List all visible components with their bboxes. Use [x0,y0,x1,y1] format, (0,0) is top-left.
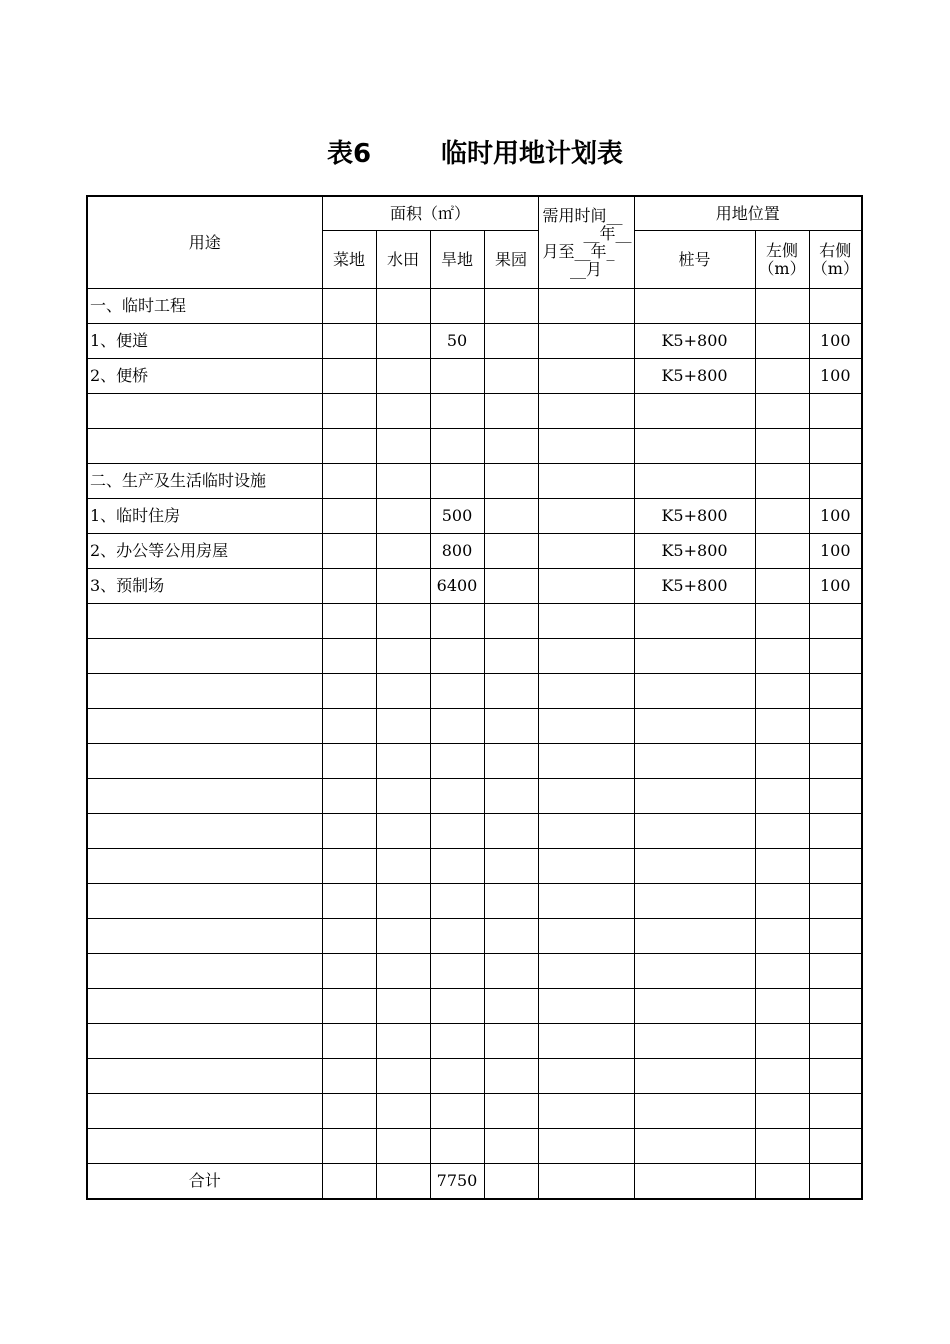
required-time-cell [538,1129,634,1164]
purpose-cell [87,709,322,744]
required-time-cell [538,464,634,499]
station-cell [634,849,755,884]
table-row [87,989,862,1024]
right-side-unit: （m） [811,258,859,278]
location-group-header: 用地位置 [634,196,862,231]
table-row [87,464,862,499]
total-required-time [538,1164,634,1200]
purpose-cell [87,604,322,639]
dry-land-cell [430,464,484,499]
paddy-field-cell [376,1129,430,1164]
required-time-cell [538,849,634,884]
right-side-cell [809,674,862,709]
purpose-cell [87,1129,322,1164]
total-vegetable-land [322,1164,376,1200]
orchard-cell [484,1024,538,1059]
right-side-cell: 100 [809,359,862,394]
right-side-cell [809,394,862,429]
station-cell [634,639,755,674]
purpose-cell [87,744,322,779]
left-side-cell [755,1129,809,1164]
station-cell [634,604,755,639]
station-cell [634,674,755,709]
right-side-cell [809,604,862,639]
right-side-cell [809,989,862,1024]
station-cell: K5+800 [634,324,755,359]
left-side-cell [755,744,809,779]
total-dry-land: 7750 [430,1164,484,1200]
dry-land-cell [430,639,484,674]
purpose-cell [87,989,322,1024]
paddy-field-cell [376,289,430,324]
vegetable-land-cell [322,359,376,394]
orchard-cell [484,394,538,429]
purpose-cell: 2、便桥 [87,359,322,394]
right-side-cell [809,779,862,814]
dry-land-cell: 500 [430,499,484,534]
right-side-cell [809,849,862,884]
required-time-cell [538,1059,634,1094]
station-cell [634,1094,755,1129]
paddy-field-cell [376,1094,430,1129]
station-cell [634,744,755,779]
required-time-cell [538,429,634,464]
orchard-cell [484,324,538,359]
right-side-cell: 100 [809,569,862,604]
table-row [87,289,862,324]
dry-land-cell [430,394,484,429]
dry-land-cell [430,674,484,709]
left-side-cell [755,289,809,324]
station-cell [634,464,755,499]
left-side-cell [755,919,809,954]
required-time-cell [538,709,634,744]
table-row [87,1024,862,1059]
right-side-cell [809,884,862,919]
total-orchard [484,1164,538,1200]
table-row [87,639,862,674]
required-time-cell [538,779,634,814]
vegetable-land-cell [322,1129,376,1164]
dry-land-cell [430,954,484,989]
orchard-cell [484,954,538,989]
purpose-cell [87,1024,322,1059]
required-time-cell [538,324,634,359]
left-side-cell [755,849,809,884]
station-cell [634,814,755,849]
left-side-cell [755,324,809,359]
left-side-label: 左侧 [766,240,799,260]
table-row [87,604,862,639]
dry-land-cell [430,289,484,324]
purpose-cell [87,429,322,464]
required-time-cell [538,954,634,989]
required-time-cell [538,744,634,779]
land-use-plan-table [86,195,863,1200]
orchard-cell [484,744,538,779]
dry-land-cell [430,779,484,814]
vegetable-land-cell [322,744,376,779]
station-cell [634,289,755,324]
paddy-field-cell [376,674,430,709]
purpose-cell [87,1059,322,1094]
paddy-field-cell [376,744,430,779]
orchard-cell [484,1094,538,1129]
station-cell [634,1059,755,1094]
left-side-cell [755,779,809,814]
orchard-cell [484,709,538,744]
orchard-cell [484,464,538,499]
paddy-field-cell [376,324,430,359]
orchard-cell [484,289,538,324]
required-time-cell [538,289,634,324]
left-side-cell [755,989,809,1024]
page-title [0,132,950,176]
dry-land-cell [430,884,484,919]
paddy-field-cell [376,849,430,884]
dry-land-cell [430,919,484,954]
dry-land-cell [430,604,484,639]
station-cell [634,394,755,429]
orchard-cell [484,569,538,604]
vegetable-land-cell [322,1024,376,1059]
required-time-cell [538,989,634,1024]
vegetable-land-cell [322,989,376,1024]
left-side-cell [755,709,809,744]
paddy-field-cell [376,394,430,429]
right-side-cell [809,1094,862,1129]
orchard-cell [484,604,538,639]
dry-land-cell [430,359,484,394]
vegetable-land-cell [322,849,376,884]
right-side-cell [809,1059,862,1094]
orchard-cell [484,674,538,709]
table-name: 临时用地计划表 [441,139,624,169]
purpose-cell: 2、办公等公用房屋 [87,534,322,569]
table-row [87,499,862,534]
time-header-line-4: __月 [570,259,603,279]
orchard-cell [484,359,538,394]
right-side-cell [809,1129,862,1164]
left-side-cell [755,359,809,394]
station-cell: K5+800 [634,359,755,394]
required-time-cell [538,1094,634,1129]
station-cell [634,919,755,954]
table-row [87,884,862,919]
required-time-cell [538,394,634,429]
station-cell [634,1024,755,1059]
right-side-cell [809,919,862,954]
left-side-cell [755,814,809,849]
purpose-cell: 一、临时工程 [87,289,322,324]
table-row [87,709,862,744]
dry-land-cell [430,1094,484,1129]
purpose-cell: 二、生产及生活临时设施 [87,464,322,499]
right-side-label: 右侧 [819,240,852,260]
left-side-cell [755,1094,809,1129]
station-cell [634,709,755,744]
purpose-cell [87,919,322,954]
paddy-field-header: 水田 [376,231,430,289]
table-row [87,1059,862,1094]
dry-land-cell [430,744,484,779]
time-header-line-2: __年__ [583,223,632,243]
paddy-field-cell [376,604,430,639]
table-row [87,324,862,359]
station-cell: K5+800 [634,534,755,569]
left-side-cell [755,394,809,429]
table-row [87,1129,862,1164]
required-time-cell [538,359,634,394]
total-right-side [809,1164,862,1200]
vegetable-land-cell [322,814,376,849]
required-time-cell [538,569,634,604]
vegetable-land-cell [322,779,376,814]
paddy-field-cell [376,1059,430,1094]
dry-land-cell [430,429,484,464]
dry-land-cell [430,849,484,884]
dry-land-cell: 800 [430,534,484,569]
station-cell: K5+800 [634,499,755,534]
paddy-field-cell [376,919,430,954]
vegetable-land-cell [322,604,376,639]
vegetable-land-header: 菜地 [322,231,376,289]
purpose-cell: 1、便道 [87,324,322,359]
dry-land-header: 旱地 [430,231,484,289]
left-side-cell [755,1059,809,1094]
right-side-header [809,231,862,289]
header-row-1 [87,196,862,231]
dry-land-cell: 50 [430,324,484,359]
right-side-cell [809,1024,862,1059]
right-side-cell [809,429,862,464]
orchard-cell [484,429,538,464]
left-side-cell [755,499,809,534]
left-side-cell [755,884,809,919]
paddy-field-cell [376,534,430,569]
dry-land-cell [430,1129,484,1164]
left-side-cell [755,464,809,499]
vegetable-land-cell [322,884,376,919]
required-time-cell [538,1024,634,1059]
station-header: 桩号 [634,231,755,289]
station-cell [634,779,755,814]
right-side-cell [809,289,862,324]
paddy-field-cell [376,954,430,989]
orchard-cell [484,989,538,1024]
table-row [87,919,862,954]
purpose-cell [87,954,322,989]
dry-land-cell [430,1059,484,1094]
paddy-field-cell [376,779,430,814]
required-time-cell [538,639,634,674]
required-time-cell [538,919,634,954]
vegetable-land-cell [322,394,376,429]
vegetable-land-cell [322,289,376,324]
station-cell [634,989,755,1024]
purpose-cell [87,884,322,919]
vegetable-land-cell [322,639,376,674]
left-side-header [755,231,809,289]
right-side-cell: 100 [809,534,862,569]
required-time-cell [538,499,634,534]
table-row [87,814,862,849]
left-side-cell [755,1024,809,1059]
orchard-cell [484,534,538,569]
orchard-cell [484,1129,538,1164]
dry-land-cell [430,709,484,744]
total-row [87,1164,862,1200]
purpose-cell: 3、预制场 [87,569,322,604]
purpose-cell [87,394,322,429]
table-row [87,1094,862,1129]
vegetable-land-cell [322,954,376,989]
right-side-cell [809,814,862,849]
orchard-cell [484,779,538,814]
left-side-unit: （m） [758,258,806,278]
table-row [87,779,862,814]
paddy-field-cell [376,359,430,394]
station-cell [634,1129,755,1164]
table-number: 表6 [326,139,372,169]
orchard-header: 果园 [484,231,538,289]
left-side-cell [755,429,809,464]
orchard-cell [484,919,538,954]
orchard-cell [484,814,538,849]
table-row [87,744,862,779]
required-time-header [538,196,634,289]
table-row [87,429,862,464]
station-cell [634,954,755,989]
vegetable-land-cell [322,674,376,709]
left-side-cell [755,639,809,674]
left-side-cell [755,534,809,569]
left-side-cell [755,954,809,989]
orchard-cell [484,1059,538,1094]
purpose-cell [87,674,322,709]
total-left-side [755,1164,809,1200]
vegetable-land-cell [322,324,376,359]
table-row [87,359,862,394]
total-paddy-field [376,1164,430,1200]
left-side-cell [755,674,809,709]
station-cell: K5+800 [634,569,755,604]
paddy-field-cell [376,709,430,744]
paddy-field-cell [376,639,430,674]
paddy-field-cell [376,464,430,499]
right-side-cell [809,744,862,779]
dry-land-cell [430,989,484,1024]
vegetable-land-cell [322,709,376,744]
table-row [87,569,862,604]
paddy-field-cell [376,499,430,534]
vegetable-land-cell [322,1094,376,1129]
vegetable-land-cell [322,569,376,604]
paddy-field-cell [376,1024,430,1059]
time-header-line-1: 需用时间__ [542,205,623,225]
vegetable-land-cell [322,1059,376,1094]
orchard-cell [484,499,538,534]
orchard-cell [484,884,538,919]
total-station [634,1164,755,1200]
orchard-cell [484,849,538,884]
purpose-cell [87,814,322,849]
required-time-cell [538,814,634,849]
purpose-header: 用途 [87,196,322,289]
table-row [87,954,862,989]
paddy-field-cell [376,429,430,464]
table-row [87,394,862,429]
vegetable-land-cell [322,919,376,954]
dry-land-cell [430,1024,484,1059]
vegetable-land-cell [322,499,376,534]
left-side-cell [755,604,809,639]
purpose-cell: 1、临时住房 [87,499,322,534]
dry-land-cell: 6400 [430,569,484,604]
dry-land-cell [430,814,484,849]
required-time-cell [538,534,634,569]
purpose-cell [87,1094,322,1129]
paddy-field-cell [376,814,430,849]
paddy-field-cell [376,989,430,1024]
right-side-cell: 100 [809,499,862,534]
right-side-cell [809,709,862,744]
vegetable-land-cell [322,429,376,464]
vegetable-land-cell [322,464,376,499]
station-cell [634,884,755,919]
required-time-cell [538,604,634,639]
table-row [87,849,862,884]
right-side-cell: 100 [809,324,862,359]
total-label: 合计 [87,1164,322,1200]
right-side-cell [809,464,862,499]
required-time-cell [538,884,634,919]
area-group-header: 面积（㎡） [322,196,538,231]
table-row [87,534,862,569]
vegetable-land-cell [322,534,376,569]
required-time-cell [538,674,634,709]
table-row [87,674,862,709]
purpose-cell [87,639,322,674]
right-side-cell [809,639,862,674]
paddy-field-cell [376,884,430,919]
orchard-cell [484,639,538,674]
time-header-line-3: 月至__年_ [542,241,615,261]
purpose-cell [87,779,322,814]
purpose-cell [87,849,322,884]
paddy-field-cell [376,569,430,604]
right-side-cell [809,954,862,989]
station-cell [634,429,755,464]
left-side-cell [755,569,809,604]
